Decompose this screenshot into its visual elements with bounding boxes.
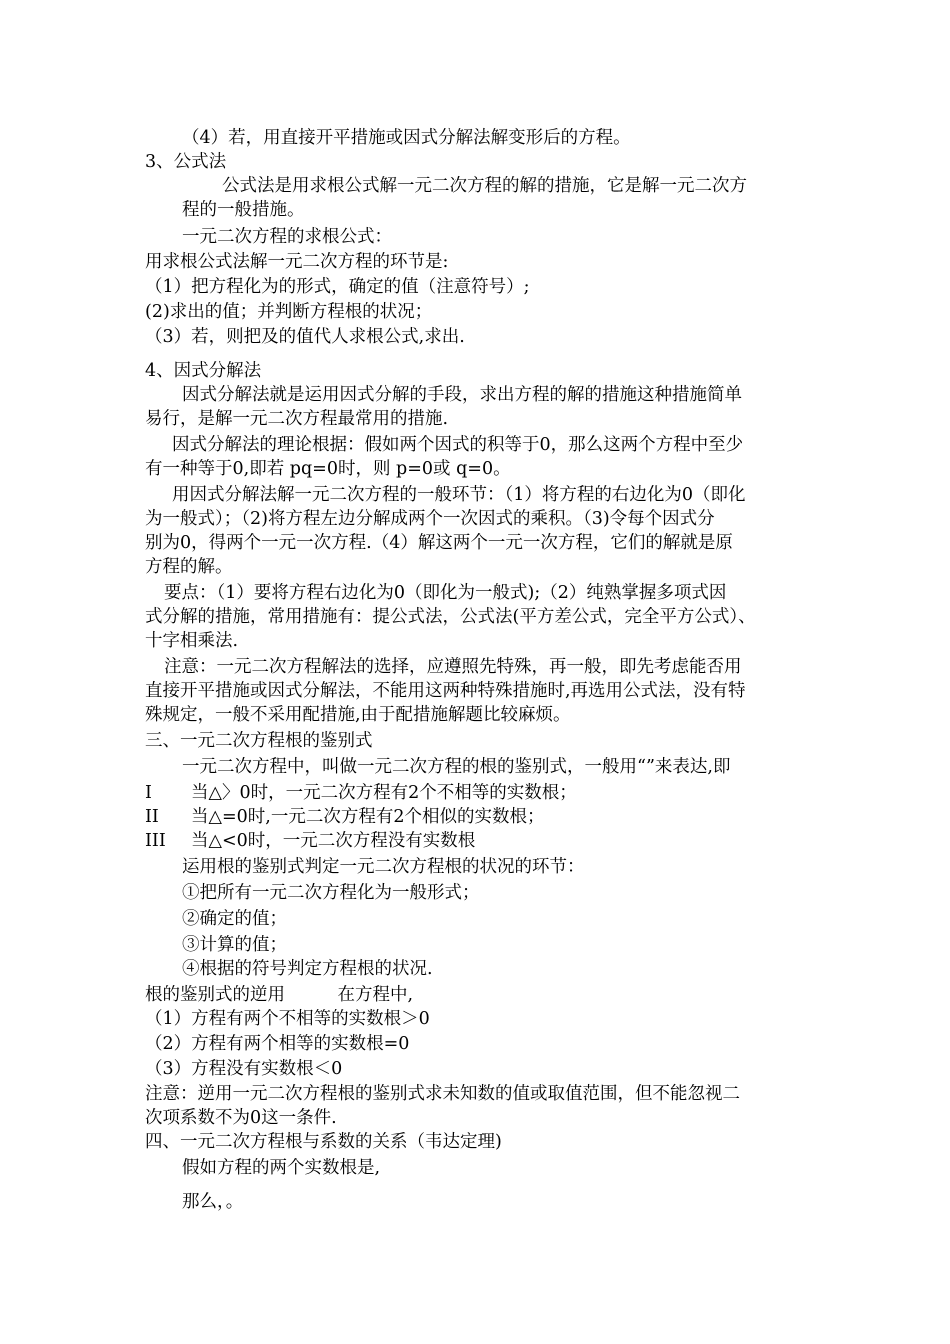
text-line: 别为0，得两个一元一次方程.（4）解这两个一元一次方程，它们的解就是原	[145, 533, 733, 553]
text-line: 因式分解法就是运用因式分解的手段，求出方程的解的措施这种措施简单	[182, 385, 742, 405]
text-line: 注意：逆用一元二次方程根的鉴别式求未知数的值或取值范围，但不能忽视二	[145, 1084, 740, 1104]
roman-numeral: I	[145, 783, 152, 803]
text-line: 用因式分解法解一元二次方程的一般环节：（1）将方程的右边化为0（即化	[172, 485, 746, 505]
text-line: 殊规定，一般不采用配措施,由于配措施解题比较麻烦。	[145, 705, 571, 725]
section-heading: 4、因式分解法	[145, 361, 262, 381]
text-line: 公式法是用求根公式解一元二次方程的解的措施，它是解一元二次方	[222, 176, 747, 196]
list-item	[145, 782, 577, 804]
roman-numeral: III	[145, 831, 166, 851]
text-line: （3）若，则把及的值代人求根公式,求出.	[145, 327, 465, 347]
section-heading: 四、一元二次方程根与系数的关系（韦达定理)	[145, 1132, 502, 1152]
text-line: 易行，是解一元二次方程最常用的措施.	[145, 409, 449, 429]
text-line: 假如方程的两个实数根是,	[182, 1158, 381, 1178]
text-line: 方程的解。	[145, 557, 233, 577]
list-item	[145, 830, 475, 852]
text-line: 要点：（1）要将方程右边化为0（即化为一般式);（2）纯熟掌握多项式因	[164, 583, 727, 603]
section-heading: 3、公式法	[145, 152, 227, 172]
text-line: 有一种等于0,即若 pq=0时，则 p=0或 q=0。	[145, 459, 511, 479]
list-item-text: 当△<0时，一元二次方程没有实数根	[191, 831, 476, 851]
text-line: ①把所有一元二次方程化为一般形式；	[182, 883, 480, 903]
text-line: 十字相乘法.	[145, 631, 239, 651]
text-line: （2）方程有两个相等的实数根=0	[145, 1034, 410, 1054]
text-line: ③计算的值；	[182, 935, 287, 955]
text-line: ④根据的符号判定方程根的状况.	[182, 959, 433, 979]
text-line: 次项系数不为0这一条件.	[145, 1108, 337, 1128]
text-line: （1）把方程化为的形式，确定的值（注意符号）;	[145, 277, 530, 297]
text-line: 那么，。	[182, 1192, 244, 1212]
text-line: ②确定的值；	[182, 909, 287, 929]
text-line: 根的鉴别式的逆用 在方程中,	[145, 985, 414, 1005]
text-line: 程的一般措施。	[182, 200, 305, 220]
text-line: （3）方程没有实数根＜0	[145, 1059, 343, 1079]
text-line: 因式分解法的理论根据：假如两个因式的积等于0，那么这两个方程中至少	[172, 435, 744, 455]
text-line: 一元二次方程的求根公式：	[182, 227, 392, 247]
text-line: （1）方程有两个不相等的实数根＞0	[145, 1009, 430, 1029]
text-line: 用求根公式法解一元二次方程的环节是:	[145, 252, 449, 272]
roman-numeral: II	[145, 807, 159, 827]
text-line: (2)求出的值；并判断方程根的状况；	[145, 302, 433, 322]
list-item-text: 当△=0时,一元二次方程有2个相似的实数根；	[191, 807, 545, 827]
text-line: 运用根的鉴别式判定一元二次方程根的状况的环节：	[182, 857, 585, 877]
text-line: 直接开平措施或因式分解法，不能用这两种特殊措施时,再选用公式法，没有特	[145, 681, 746, 701]
text-line: 注意：一元二次方程解法的选择，应遵照先特殊，再一般，即先考虑能否用	[164, 657, 742, 677]
text-line: 一元二次方程中，叫做一元二次方程的根的鉴别式，一般用“”来表达,即	[182, 757, 731, 777]
section-heading: 三、一元二次方程根的鉴别式	[145, 731, 373, 751]
list-item-text: 当△〉0时，一元二次方程有2个不相等的实数根；	[191, 783, 577, 803]
list-item	[145, 806, 544, 828]
text-line: （4）若，用直接开平措施或因式分解法解变形后的方程。	[182, 128, 631, 148]
text-line: 为一般式）；（2)将方程左边分解成两个一次因式的乘积。（3)令每个因式分	[145, 509, 715, 529]
text-line: 式分解的措施，常用措施有：提公式法，公式法(平方差公式，完全平方公式）、	[145, 607, 756, 627]
